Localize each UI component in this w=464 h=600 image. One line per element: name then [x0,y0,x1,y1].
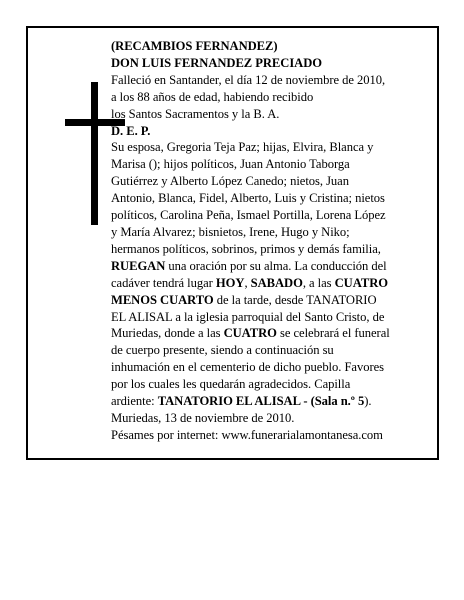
menos-cuarto-text: MENOS CUARTO [111,292,214,307]
deceased-line [111,55,415,72]
ruegan-line [111,258,415,275]
ardiente-close-paren: ) [364,394,369,409]
church-line: EL ALISAL a la iglesia parroquial del Santo Cristo, de [111,309,385,324]
muriedas-post: se celebrará el funeral [276,326,390,341]
closing-line: de cuerpo presente, siendo a continuación su [111,343,334,358]
family-line: Gutiérrez y Alberto López Canedo; nietos, Juan [111,174,349,189]
dep-line [111,123,415,140]
company-name: (RECAMBIOS FERNANDEZ) [111,39,278,53]
time-line [111,292,415,309]
comma-separator: , [244,275,251,290]
family-line: hermanos políticos, sobrinos, primos y demás familia, [111,241,381,256]
internet-line: Pésames por internet: www.funerarialamontanesa.com [111,427,383,442]
a-las-text: , a las [302,275,332,290]
muriedas-pre: Muriedas, donde a las [111,326,224,341]
death-line: Falleció en Santander, el día 12 de noviembre de 2010, [111,72,386,87]
company-line [111,38,415,55]
family-line: políticos, Carolina Peña, Ismael Portilla, Lorena López [111,208,386,223]
cuatro-word: CUATRO [334,275,388,290]
closing-line: por los cuales les quedarán agradecidos. Capilla [111,377,351,392]
sabado-word: SABADO [250,275,303,290]
notice-text [111,38,415,444]
conduction-text: cadáver tendrá lugar [111,275,213,290]
ardiente-line [111,393,415,410]
from-tanatorio-text: de la tarde, desde TANATORIO [213,292,377,307]
date-line: Muriedas, 13 de noviembre de 2010. [111,410,295,425]
ardiente-pre: ardiente: [111,394,158,409]
muriedas-line [111,325,415,342]
family-line: Marisa (); hijos políticos, Juan Antonio Taborga [111,157,350,172]
muriedas-cuatro: CUATRO [223,326,277,341]
closing-line: inhumación en el cementerio de dicho pueblo. Favores [111,360,384,375]
family-line: Su esposa, Gregoria Teja Paz; hijas, Elvira, Blanca y [111,140,374,155]
hoy-word: HOY [215,275,245,290]
cross-vertical-bar [91,82,98,225]
ruegan-rest: una oración por su alma. La conducción del [165,258,387,273]
dep-text: D. E. P. [111,123,151,138]
ardiente-bold: TANATORIO EL ALISAL - (Sala n.º 5 [157,394,365,409]
sacraments-line: los Santos Sacramentos y la B. A. [111,106,280,121]
family-line: Antonio, Blanca, Fidel, Alberto, Luis y Cristina; nietos [111,191,385,206]
age-line: a los 88 años de edad, habiendo recibido [111,89,314,104]
ardiente-period: . [368,394,372,409]
deceased-name: DON LUIS FERNANDEZ PRECIADO [111,55,323,70]
conduction-line [111,275,415,292]
family-line: y María Alvarez; bisnietos, Irene, Hugo y Niko; [111,224,350,239]
ruegan-word: RUEGAN [111,258,166,273]
